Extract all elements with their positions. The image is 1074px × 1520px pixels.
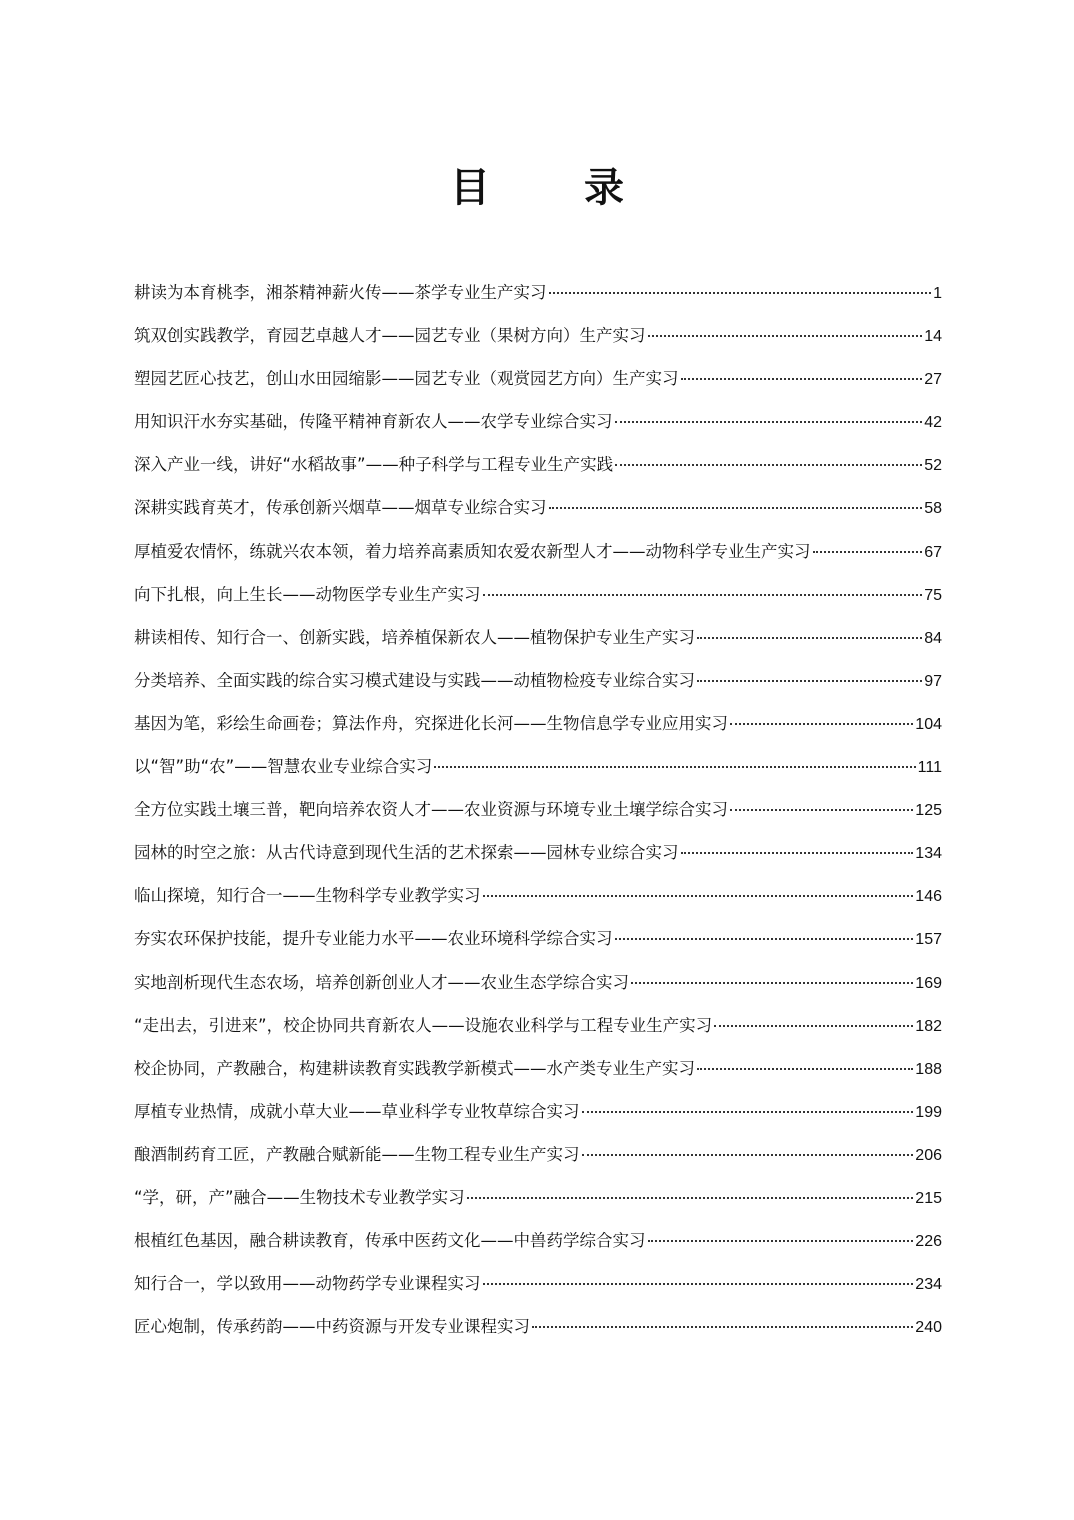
toc-entry-title: 厚植专业热情，成就小草大业——草业科学专业牧草综合实习 xyxy=(134,1101,580,1121)
toc-dot-leader xyxy=(615,421,923,423)
toc-entry-title: 园林的时空之旅：从古代诗意到现代生活的艺术探索——园林专业综合实习 xyxy=(134,843,679,863)
toc-entry-title: 临山探境，知行合一——生物科学专业教学实习 xyxy=(134,886,481,906)
toc-dot-leader xyxy=(681,378,923,380)
toc-dot-leader xyxy=(483,594,923,596)
toc-dot-leader xyxy=(615,938,914,940)
toc-page-number: 52 xyxy=(924,457,942,475)
toc-dot-leader xyxy=(434,766,915,768)
toc-entry[interactable] xyxy=(134,1269,942,1312)
toc-entry[interactable] xyxy=(134,1054,942,1097)
toc-page-number: 182 xyxy=(915,1017,942,1035)
toc-entry[interactable] xyxy=(134,321,942,364)
toc-dot-leader xyxy=(483,1283,914,1285)
table-of-contents xyxy=(134,278,942,1355)
toc-page-number: 1 xyxy=(933,285,942,302)
toc-entry-title: 酿酒制药育工匠，产教融合赋新能——生物工程专业生产实习 xyxy=(134,1144,580,1164)
toc-dot-leader xyxy=(648,335,923,337)
toc-entry[interactable] xyxy=(134,364,942,407)
toc-dot-leader xyxy=(730,723,913,725)
toc-entry-title: 夯实农环保护技能，提升专业能力水平——农业环境科学综合实习 xyxy=(134,929,613,949)
toc-entry[interactable] xyxy=(134,1183,942,1226)
toc-entry-title: 深入产业一线，讲好“水稻故事”——种子科学与工程专业生产实践 xyxy=(134,455,614,475)
toc-page-number: 27 xyxy=(924,371,942,389)
toc-page-number: 199 xyxy=(915,1103,942,1121)
toc-entry[interactable] xyxy=(134,968,942,1011)
toc-dot-leader xyxy=(582,1111,914,1113)
toc-entry[interactable] xyxy=(134,1097,942,1140)
toc-entry-title: 耕读相传、知行合一、创新实践，培养植保新农人——植物保护专业生产实习 xyxy=(134,627,695,647)
toc-page-number: 157 xyxy=(915,931,942,949)
toc-dot-leader xyxy=(813,551,923,553)
toc-entry[interactable] xyxy=(134,924,942,967)
toc-entry[interactable] xyxy=(134,752,942,795)
toc-entry-title: 用知识汗水夯实基础，传隆平精神育新农人——农学专业综合实习 xyxy=(134,412,613,432)
toc-entry[interactable] xyxy=(134,1312,942,1355)
toc-page-number: 215 xyxy=(915,1189,942,1207)
toc-entry[interactable] xyxy=(134,580,942,623)
toc-entry-title: 耕读为本育桃李，湘茶精神薪火传——茶学专业生产实习 xyxy=(134,283,547,302)
toc-page-number: 42 xyxy=(924,414,942,432)
toc-entry[interactable] xyxy=(134,278,942,321)
toc-page-number: 111 xyxy=(917,759,942,777)
toc-page-number: 240 xyxy=(915,1319,942,1337)
toc-entry-title: 知行合一，学以致用——动物药学专业课程实习 xyxy=(134,1274,481,1294)
toc-page-number: 75 xyxy=(924,586,942,604)
toc-entry-title: “走出去，引进来”，校企协同共育新农人——设施农业科学与工程专业生产实习 xyxy=(134,1015,713,1035)
toc-entry-title: 实地剖析现代生态农场，培养创新创业人才——农业生态学综合实习 xyxy=(134,972,629,992)
toc-entry[interactable] xyxy=(134,666,942,709)
toc-dot-leader xyxy=(631,982,913,984)
toc-dot-leader xyxy=(697,680,922,682)
toc-page-number: 125 xyxy=(915,802,942,820)
toc-dot-leader xyxy=(532,1326,913,1328)
toc-entry[interactable] xyxy=(134,1140,942,1183)
toc-entry-title: 向下扎根，向上生长——动物医学专业生产实习 xyxy=(134,584,481,604)
toc-entry[interactable] xyxy=(134,795,942,838)
toc-entry-title: 筑双创实践教学，育园艺卓越人才——园艺专业（果树方向）生产实习 xyxy=(134,326,646,346)
toc-dot-leader xyxy=(697,637,922,639)
toc-page-number: 58 xyxy=(924,500,942,518)
toc-entry-title: 校企协同，产教融合，构建耕读教育实践教学新模式——水产类专业生产实习 xyxy=(134,1058,695,1078)
toc-entry[interactable] xyxy=(134,407,942,450)
toc-page-number: 97 xyxy=(924,672,942,690)
toc-page-number: 169 xyxy=(915,974,942,992)
toc-entry[interactable] xyxy=(134,623,942,666)
toc-dot-leader xyxy=(549,292,932,294)
toc-entry[interactable] xyxy=(134,537,942,580)
toc-dot-leader xyxy=(483,895,914,897)
toc-dot-leader xyxy=(697,1068,913,1070)
toc-entry[interactable] xyxy=(134,493,942,536)
toc-page-number: 226 xyxy=(915,1233,942,1251)
toc-page-number: 84 xyxy=(924,629,942,647)
toc-entry[interactable] xyxy=(134,1226,942,1269)
toc-entry-title: 分类培养、全面实践的综合实习模式建设与实践——动植物检疫专业综合实习 xyxy=(134,670,695,690)
toc-page-number: 234 xyxy=(915,1276,942,1294)
toc-entry-title: 以“智”助“农”——智慧农业专业综合实习 xyxy=(134,757,433,777)
toc-entry-title: 深耕实践育英才，传承创新兴烟草——烟草专业综合实习 xyxy=(134,498,547,518)
toc-entry-title: “学，研，产”融合——生物技术专业教学实习 xyxy=(134,1187,465,1207)
toc-dot-leader xyxy=(730,809,913,811)
toc-page-number: 134 xyxy=(915,845,942,863)
toc-dot-leader xyxy=(615,464,922,466)
toc-page-number: 14 xyxy=(924,328,942,346)
toc-entry-title: 根植红色基因，融合耕读教育，传承中医药文化——中兽药学综合实习 xyxy=(134,1231,646,1251)
toc-page-number: 206 xyxy=(915,1146,942,1164)
toc-entry-title: 匠心炮制，传承药韵——中药资源与开发专业课程实习 xyxy=(134,1317,530,1337)
toc-entry-title: 塑园艺匠心技艺，创山水田园缩影——园艺专业（观赏园艺方向）生产实习 xyxy=(134,369,679,389)
toc-page-number: 146 xyxy=(915,888,942,906)
toc-entry[interactable] xyxy=(134,838,942,881)
toc-entry[interactable] xyxy=(134,1011,942,1054)
toc-page-number: 188 xyxy=(915,1060,942,1078)
page-title: 目 录 xyxy=(450,164,664,211)
toc-dot-leader xyxy=(648,1240,914,1242)
toc-page-number: 104 xyxy=(915,715,942,733)
toc-dot-leader xyxy=(714,1025,913,1027)
toc-entry-title: 厚植爱农情怀，练就兴农本领，着力培养高素质知农爱农新型人才——动物科学专业生产实习 xyxy=(134,541,811,561)
toc-entry-title: 基因为笔，彩绘生命画卷；算法作舟，究探进化长河——生物信息学专业应用实习 xyxy=(134,713,728,733)
toc-dot-leader xyxy=(681,852,914,854)
toc-entry[interactable] xyxy=(134,881,942,924)
toc-dot-leader xyxy=(549,507,923,509)
toc-entry[interactable] xyxy=(134,450,942,493)
toc-page-number: 67 xyxy=(924,543,942,561)
toc-entry[interactable] xyxy=(134,709,942,752)
toc-dot-leader xyxy=(582,1154,914,1156)
toc-dot-leader xyxy=(467,1197,914,1199)
toc-entry-title: 全方位实践土壤三普，靶向培养农资人才——农业资源与环境专业土壤学综合实习 xyxy=(134,800,728,820)
